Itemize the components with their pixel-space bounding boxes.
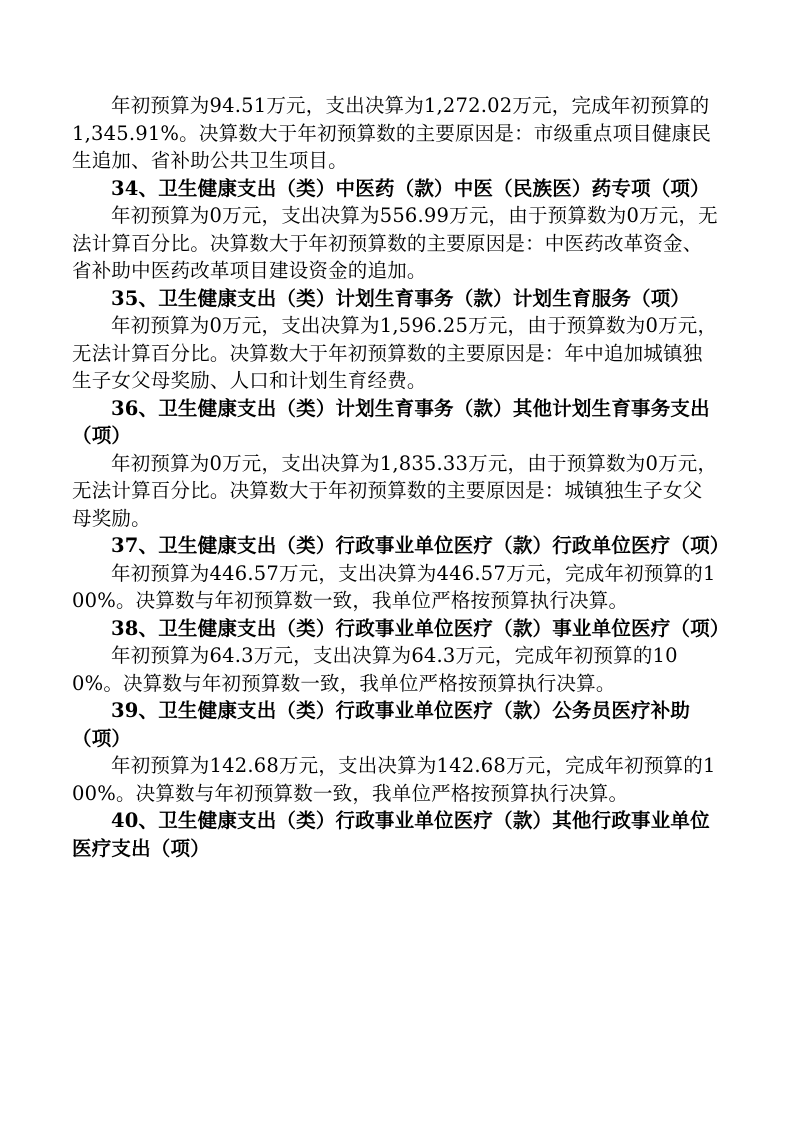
heading-item-37: 37、卫生健康支出（类）行政事业单位医疗（款）行政单位医疗（项） <box>111 534 730 557</box>
paragraph-budget-38: 年初预算为64.3万元，支出决算为64.3万元，完成年初预算的100%。决算数与年初预算数一致，我单位严格按预算执行决算。 <box>72 644 678 695</box>
paragraph-budget-34: 年初预算为0万元，支出决算为556.99万元，由于预算数为0万元，无法计算百分比。决算数大于年初预算数的主要原因是：中医药改革资金、省补助中医药改革项目建设资金的追加。 <box>72 204 718 282</box>
heading-item-39: 39、卫生健康支出（类）行政事业单位医疗（款）公务员医疗补助（项） <box>72 699 691 750</box>
heading-item-34: 34、卫生健康支出（类）中医药（款）中医（民族医）药专项（项） <box>111 176 710 200</box>
paragraph-budget-37: 年初预算为446.57万元，支出决算为446.57万元，完成年初预算的100%。决算数与年初预算数一致，我单位严格按预算执行决算。 <box>72 561 716 612</box>
paragraph-budget-35: 年初预算为0万元，支出决算为1,596.25万元，由于预算数为0万元，无法计算百分比。决算数大于年初预算数的主要原因是：年中追加城镇独生子女父母奖励、人口和计划生育经费。 <box>72 314 718 392</box>
document-body <box>72 92 730 862</box>
heading-item-38: 38、卫生健康支出（类）行政事业单位医疗（款）事业单位医疗（项） <box>111 616 730 640</box>
heading-item-36: 36、卫生健康支出（类）计划生育事务（款）其他计划生育事务支出（项） <box>72 396 710 447</box>
heading-item-35: 35、卫生健康支出（类）计划生育事务（款）计划生育服务（项） <box>111 286 691 310</box>
paragraph-budget-39: 年初预算为142.68万元，支出决算为142.68万元，完成年初预算的100%。决算数与年初预算数一致，我单位严格按预算执行决算。 <box>72 754 716 805</box>
paragraph-budget-33: 年初预算为94.51万元，支出决算为1,272.02万元，完成年初预算的1,345.91%。决算数大于年初预算数的主要原因是：市级重点项目健康民生追加、省补助公共卫生项目。 <box>72 94 712 172</box>
paragraph-budget-36: 年初预算为0万元，支出决算为1,835.33万元，由于预算数为0万元，无法计算百分比。决算数大于年初预算数的主要原因是：城镇独生子女父母奖励。 <box>72 451 718 530</box>
heading-item-40: 40、卫生健康支出（类）行政事业单位医疗（款）其他行政事业单位医疗支出（项） <box>72 809 710 860</box>
